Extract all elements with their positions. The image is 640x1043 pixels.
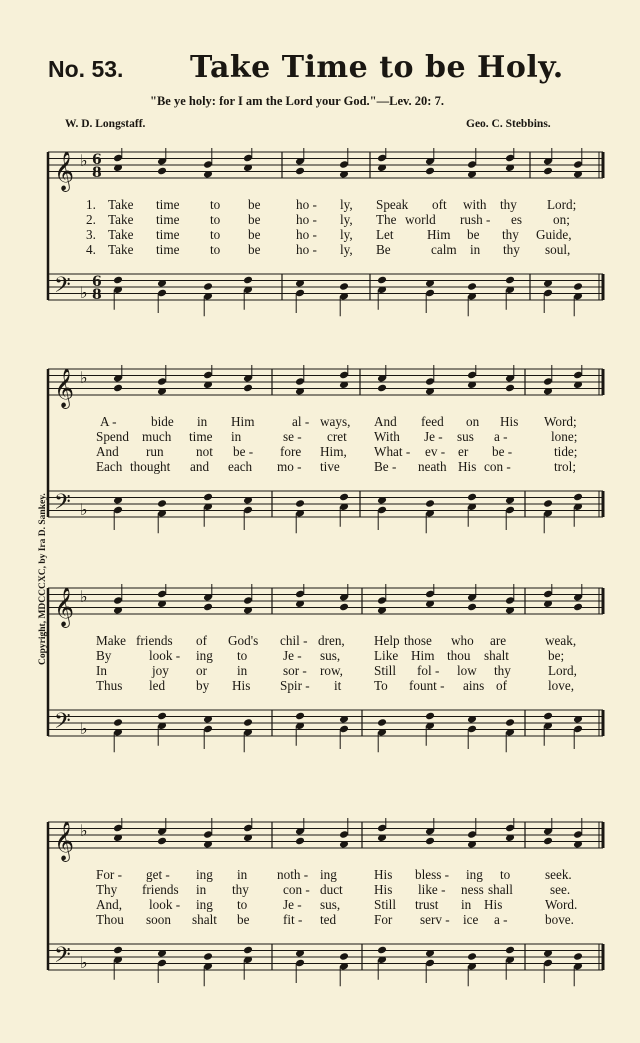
lyric-syllable: sor - bbox=[283, 663, 307, 678]
lyric-syllable: sus bbox=[457, 429, 474, 444]
lyric-syllable: seek. bbox=[545, 867, 572, 882]
lyric-syllable: in bbox=[197, 414, 208, 429]
lyric-syllable: low bbox=[457, 663, 477, 678]
lyric-syllable: ing bbox=[196, 648, 213, 663]
bass-clef: 𝄢 bbox=[54, 709, 71, 739]
time-signature: 8 bbox=[92, 165, 102, 181]
lyric-syllable: What - bbox=[374, 444, 411, 459]
lyric-syllable: For - bbox=[96, 867, 123, 882]
lyric-syllable: soon bbox=[146, 912, 171, 927]
lyric-syllable: led bbox=[149, 678, 166, 693]
lyric-syllable: to bbox=[210, 227, 221, 242]
lyric-syllable: like - bbox=[418, 882, 446, 897]
lyric-syllable: er bbox=[458, 444, 469, 459]
lyric-syllable: Make bbox=[96, 633, 127, 648]
lyric-syllable: tive bbox=[320, 459, 340, 474]
lyric-syllable: duct bbox=[320, 882, 343, 897]
lyric-syllable: With bbox=[374, 429, 400, 444]
lyric-syllable: a - bbox=[494, 912, 508, 927]
lyric-syllable: His bbox=[458, 459, 477, 474]
lyric-syllable: in bbox=[237, 867, 248, 882]
lyric-syllable: it bbox=[334, 678, 342, 693]
lyric-syllable: ice bbox=[463, 912, 479, 927]
lyric-syllable: ev - bbox=[425, 444, 446, 459]
lyric-syllable: fount - bbox=[409, 678, 445, 693]
composer-credit: Geo. C. Stebbins. bbox=[466, 118, 551, 130]
lyric-syllable: to bbox=[237, 897, 248, 912]
lyric-syllable: time bbox=[156, 227, 180, 242]
lyric-syllable: ly, bbox=[340, 242, 353, 257]
lyric-syllable: neath bbox=[418, 459, 447, 474]
lyric-syllable: to bbox=[237, 648, 248, 663]
lyric-syllable: Still bbox=[374, 897, 396, 912]
lyric-syllable: ing bbox=[196, 867, 213, 882]
lyric-syllable: be bbox=[248, 242, 261, 257]
lyric-syllable: row, bbox=[320, 663, 343, 678]
hymn-title: Take Time to be Holy. bbox=[190, 50, 564, 85]
lyric-syllable: thought bbox=[130, 459, 171, 474]
lyric-syllable: look - bbox=[149, 648, 181, 663]
hymn-number: No. 53. bbox=[48, 56, 124, 82]
lyric-syllable: By bbox=[96, 648, 112, 663]
lyric-syllable: Je - bbox=[424, 429, 443, 444]
lyric-syllable: Thus bbox=[96, 678, 123, 693]
lyric-syllable: feed bbox=[421, 414, 444, 429]
lyric-syllable: And bbox=[96, 444, 119, 459]
lyric-syllable: be - bbox=[492, 444, 513, 459]
lyric-syllable: Je - bbox=[283, 648, 302, 663]
lyric-syllable: Be bbox=[376, 242, 391, 257]
staff-graphic bbox=[0, 148, 640, 338]
lyric-syllable: Him bbox=[411, 648, 435, 663]
lyric-syllable: Lord, bbox=[548, 663, 577, 678]
lyric-syllable: ly, bbox=[340, 212, 353, 227]
lyric-syllable: of bbox=[496, 678, 507, 693]
lyric-syllable: Be - bbox=[374, 459, 397, 474]
lyric-syllable: chil - bbox=[280, 633, 308, 648]
lyric-syllable: be bbox=[467, 227, 480, 242]
lyric-syllable: thy bbox=[503, 242, 520, 257]
lyric-syllable: world bbox=[405, 212, 436, 227]
lyric-syllable: Each bbox=[96, 459, 123, 474]
lyric-syllable: bove. bbox=[545, 912, 574, 927]
scripture-reference: "Be ye holy: for I am the Lord your God."—Lev. 20: 7. bbox=[150, 94, 444, 108]
lyric-syllable: ains bbox=[463, 678, 485, 693]
lyric-syllable: time bbox=[189, 429, 213, 444]
lyric-syllable: Take bbox=[108, 197, 134, 212]
lyric-syllable: rush - bbox=[460, 212, 491, 227]
lyric-syllable: ly, bbox=[340, 227, 353, 242]
lyric-syllable: run bbox=[146, 444, 164, 459]
lyric-syllable: soul, bbox=[545, 242, 571, 257]
lyric-syllable: get - bbox=[146, 867, 170, 882]
lyric-syllable: time bbox=[156, 197, 180, 212]
lyric-syllable: Speak bbox=[376, 197, 409, 212]
music-system-2 bbox=[0, 365, 640, 555]
lyric-syllable: ness bbox=[461, 882, 484, 897]
lyric-syllable: Take bbox=[108, 212, 134, 227]
svg-text:♭: ♭ bbox=[80, 587, 88, 606]
lyric-syllable: Take bbox=[108, 227, 134, 242]
lyric-syllable: be bbox=[248, 212, 261, 227]
svg-text:♭: ♭ bbox=[80, 151, 88, 170]
bass-clef: 𝄢 bbox=[54, 943, 71, 973]
lyric-syllable: es bbox=[511, 212, 522, 227]
lyric-syllable: Like bbox=[374, 648, 399, 663]
lyric-syllable: Word. bbox=[545, 897, 578, 912]
svg-text:♭: ♭ bbox=[80, 283, 88, 302]
lyric-syllable: ing bbox=[196, 897, 213, 912]
lyric-syllable: con - bbox=[484, 459, 511, 474]
lyric-syllable: Let bbox=[376, 227, 394, 242]
lyric-syllable: To bbox=[374, 678, 388, 693]
lyric-syllable: Je - bbox=[283, 897, 302, 912]
lyric-syllable: in bbox=[196, 882, 207, 897]
lyric-syllable: Thy bbox=[96, 882, 118, 897]
lyric-syllable: each bbox=[228, 459, 253, 474]
lyric-syllable: time bbox=[156, 212, 180, 227]
lyric-syllable: are bbox=[490, 633, 507, 648]
lyric-syllable: in bbox=[237, 663, 248, 678]
lyric-syllable: dren, bbox=[318, 633, 345, 648]
time-signature: 6 bbox=[92, 274, 102, 290]
lyric-syllable: In bbox=[96, 663, 107, 678]
lyric-syllable: Him bbox=[427, 227, 451, 242]
copyright-notice: Copyright, MDCCCXC, by Ira D. Sankey. bbox=[38, 493, 48, 665]
lyric-syllable: cret bbox=[327, 429, 347, 444]
lyric-syllable: His bbox=[484, 897, 503, 912]
lyric-syllable: thou bbox=[447, 648, 471, 663]
treble-clef: 𝄞 bbox=[54, 368, 75, 408]
svg-text:♭: ♭ bbox=[80, 953, 88, 972]
lyric-syllable: love, bbox=[548, 678, 575, 693]
lyric-syllable: 3. bbox=[86, 227, 96, 242]
lyric-syllable: be - bbox=[233, 444, 254, 459]
lyric-syllable: time bbox=[156, 242, 180, 257]
lyric-syllable: His bbox=[374, 867, 393, 882]
lyric-syllable: ing bbox=[320, 867, 337, 882]
treble-clef: 𝄞 bbox=[54, 821, 75, 861]
lyric-syllable: trust bbox=[415, 897, 439, 912]
lyric-syllable: Lord; bbox=[547, 197, 577, 212]
lyric-syllable: ways, bbox=[320, 414, 351, 429]
time-signature: 6 bbox=[92, 152, 102, 168]
lyric-syllable: Him, bbox=[320, 444, 347, 459]
lyric-syllable: oft bbox=[432, 197, 447, 212]
lyric-syllable: ho - bbox=[296, 227, 317, 242]
lyric-syllable: be; bbox=[548, 648, 565, 663]
lyric-syllable: Still bbox=[374, 663, 396, 678]
lyric-syllable: to bbox=[210, 242, 221, 257]
lyric-syllable: Guide, bbox=[536, 227, 572, 242]
lyric-syllable: fore bbox=[280, 444, 302, 459]
lyric-syllable: who bbox=[451, 633, 474, 648]
lyric-syllable: in bbox=[231, 429, 242, 444]
lyric-syllable: 2. bbox=[86, 212, 96, 227]
lyric-syllable: on; bbox=[553, 212, 570, 227]
bass-clef: 𝄢 bbox=[54, 490, 71, 520]
lyric-syllable: The bbox=[376, 212, 397, 227]
lyric-syllable: sus, bbox=[320, 897, 341, 912]
music-system-4 bbox=[0, 818, 640, 1008]
lyric-syllable: ho - bbox=[296, 212, 317, 227]
lyric-syllable: His bbox=[232, 678, 251, 693]
lyric-syllable: Him bbox=[231, 414, 255, 429]
lyric-syllable: to bbox=[210, 212, 221, 227]
lyric-syllable: be bbox=[248, 197, 261, 212]
lyric-syllable: be bbox=[248, 227, 261, 242]
lyric-syllable: Spend bbox=[96, 429, 129, 444]
lyric-syllable: those bbox=[404, 633, 432, 648]
time-signature: 8 bbox=[92, 287, 102, 303]
lyric-syllable: by bbox=[196, 678, 210, 693]
lyric-syllable: Spir - bbox=[280, 678, 310, 693]
lyric-syllable: be bbox=[237, 912, 250, 927]
lyric-syllable: thy bbox=[494, 663, 511, 678]
author-credit: W. D. Longstaff. bbox=[65, 118, 146, 130]
svg-text:♭: ♭ bbox=[80, 821, 88, 840]
music-system-3 bbox=[0, 584, 640, 774]
lyric-syllable: thy bbox=[502, 227, 519, 242]
lyric-syllable: thy bbox=[232, 882, 249, 897]
lyric-syllable: or bbox=[196, 663, 207, 678]
lyric-syllable: Help bbox=[374, 633, 400, 648]
lyric-syllable: tide; bbox=[554, 444, 578, 459]
lyric-syllable: to bbox=[210, 197, 221, 212]
lyric-syllable: see. bbox=[550, 882, 571, 897]
lyric-syllable: joy bbox=[152, 663, 169, 678]
lyric-syllable: fit - bbox=[283, 912, 303, 927]
lyric-syllable: His bbox=[374, 882, 393, 897]
lyric-syllable: ted bbox=[320, 912, 337, 927]
lyric-syllable: Take bbox=[108, 242, 134, 257]
treble-clef: 𝄞 bbox=[54, 151, 75, 191]
lyric-syllable: 4. bbox=[86, 242, 96, 257]
lyric-syllable: shalt bbox=[484, 648, 509, 663]
lyric-syllable: much bbox=[142, 429, 172, 444]
lyric-syllable: mo - bbox=[277, 459, 302, 474]
lyric-syllable: on bbox=[466, 414, 480, 429]
treble-clef: 𝄞 bbox=[54, 587, 75, 627]
lyric-syllable: bless - bbox=[415, 867, 450, 882]
lyric-syllable: For bbox=[374, 912, 393, 927]
lyric-syllable: al - bbox=[292, 414, 310, 429]
lyric-syllable: shalt bbox=[192, 912, 217, 927]
lyric-syllable: And, bbox=[96, 897, 123, 912]
lyric-syllable: with bbox=[463, 197, 487, 212]
lyric-syllable: friends bbox=[142, 882, 179, 897]
lyric-syllable: ho - bbox=[296, 197, 317, 212]
lyric-syllable: A - bbox=[100, 414, 117, 429]
lyric-syllable: 1. bbox=[86, 197, 96, 212]
lyric-syllable: of bbox=[196, 633, 207, 648]
bass-clef: 𝄢 bbox=[54, 273, 71, 303]
lyric-syllable: friends bbox=[136, 633, 173, 648]
lyric-syllable: weak, bbox=[545, 633, 577, 648]
svg-text:♭: ♭ bbox=[80, 500, 88, 519]
lyric-syllable: shall bbox=[488, 882, 513, 897]
lyric-syllable: calm bbox=[431, 242, 457, 257]
lyric-syllable: serv - bbox=[420, 912, 450, 927]
lyric-syllable: lone; bbox=[551, 429, 578, 444]
lyric-syllable: and bbox=[190, 459, 210, 474]
svg-text:♭: ♭ bbox=[80, 719, 88, 738]
lyric-syllable: bide bbox=[151, 414, 174, 429]
lyric-syllable: His bbox=[500, 414, 519, 429]
lyric-syllable: a - bbox=[494, 429, 508, 444]
svg-text:♭: ♭ bbox=[80, 368, 88, 387]
lyric-syllable: ho - bbox=[296, 242, 317, 257]
lyric-syllable: Word; bbox=[544, 414, 577, 429]
lyric-syllable: in bbox=[461, 897, 472, 912]
music-system-1 bbox=[0, 148, 640, 338]
lyric-syllable: ly, bbox=[340, 197, 353, 212]
lyric-syllable: God's bbox=[228, 633, 259, 648]
lyric-syllable: trol; bbox=[554, 459, 576, 474]
lyric-syllable: se - bbox=[283, 429, 302, 444]
lyric-syllable: Thou bbox=[96, 912, 124, 927]
lyric-syllable: sus, bbox=[320, 648, 341, 663]
lyric-syllable: to bbox=[500, 867, 511, 882]
lyric-syllable: noth - bbox=[277, 867, 309, 882]
lyric-syllable: thy bbox=[500, 197, 517, 212]
lyric-syllable: And bbox=[374, 414, 397, 429]
lyric-syllable: ing bbox=[466, 867, 483, 882]
lyric-syllable: not bbox=[196, 444, 213, 459]
lyric-syllable: look - bbox=[149, 897, 181, 912]
lyric-syllable: fol - bbox=[417, 663, 440, 678]
lyric-syllable: in bbox=[470, 242, 481, 257]
lyric-syllable: con - bbox=[283, 882, 310, 897]
